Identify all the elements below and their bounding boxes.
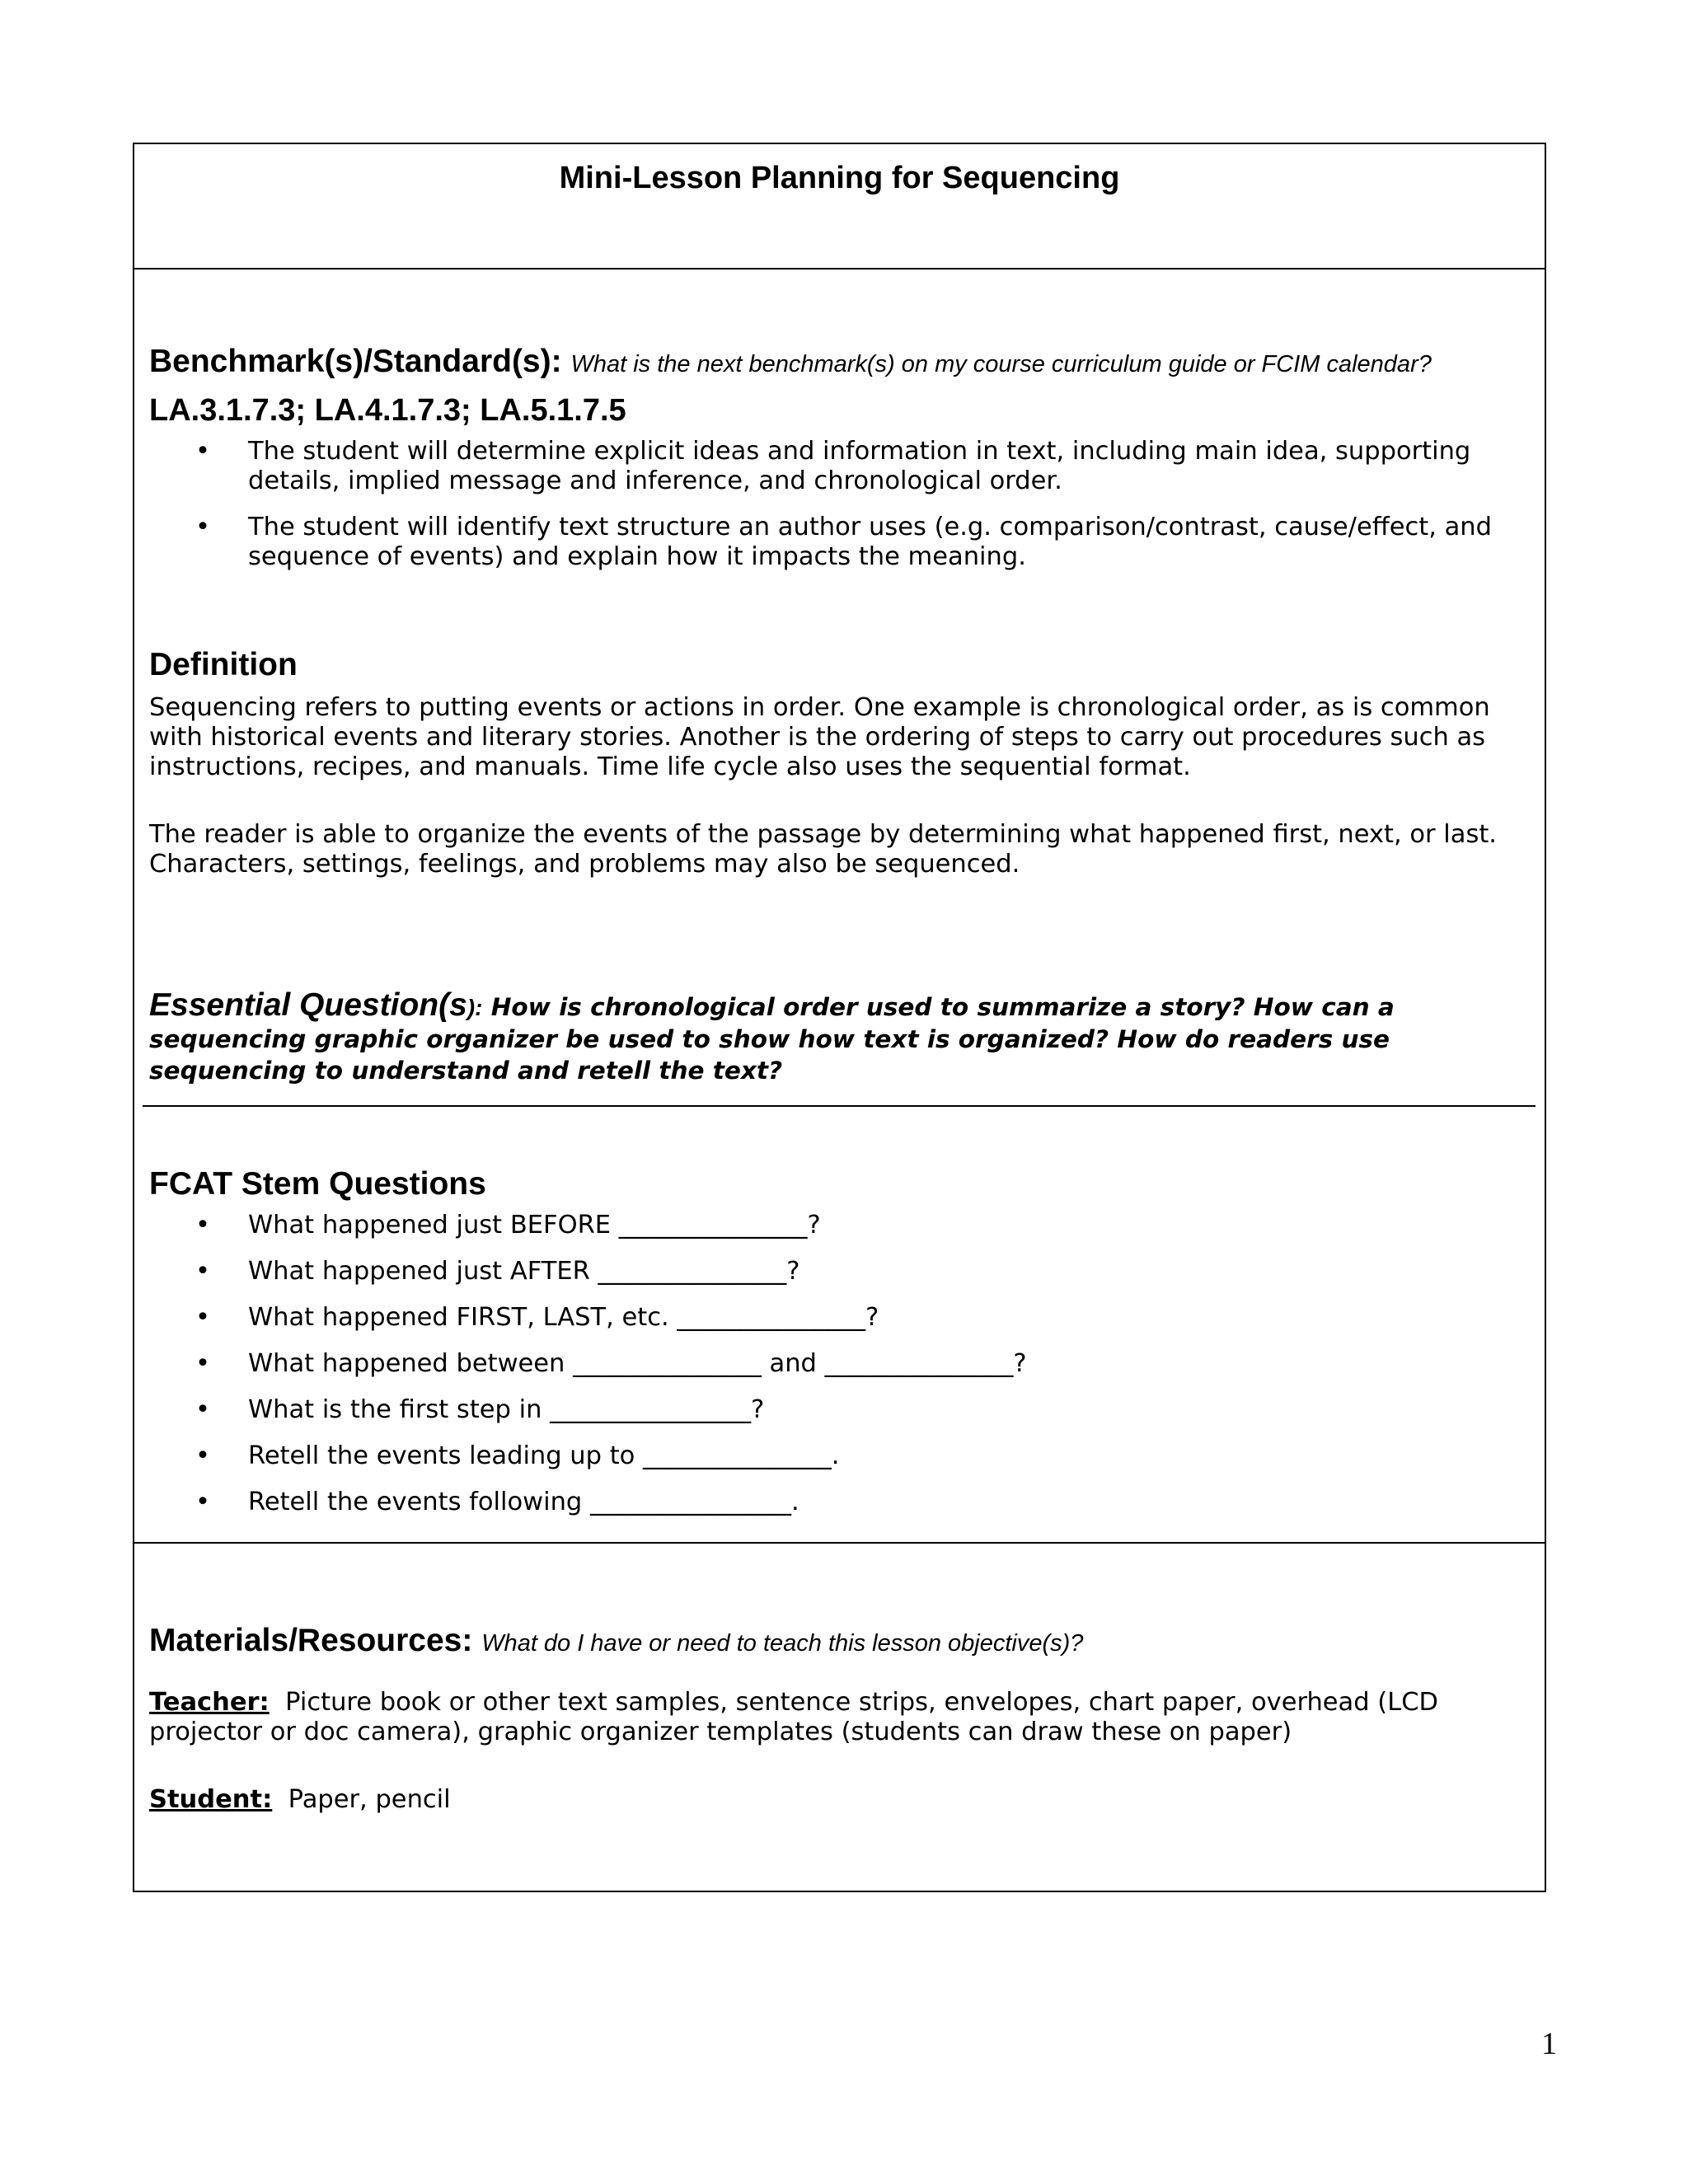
teacher-label: Teacher: bbox=[149, 1688, 270, 1717]
essential-question-heading-end: ): bbox=[467, 995, 483, 1020]
materials-heading: Materials/Resources: bbox=[149, 1623, 473, 1658]
student-text: Paper, pencil bbox=[288, 1785, 451, 1814]
section-divider bbox=[134, 1542, 1545, 1544]
page-title: Mini-Lesson Planning for Sequencing bbox=[559, 161, 1120, 195]
fcat-item: • What happened just AFTER _______________? bbox=[149, 1257, 1526, 1286]
benchmark-item: • The student will identify text structure an author uses (e.g. comparison/contrast, cause/effect, and sequence of events) and explain how it impacts the meaning. bbox=[149, 513, 1526, 572]
teacher-text: Picture book or other text samples, sentence strips, envelopes, chart paper, overhead (LCD projector or doc camera), graphic organizer templates (students can draw these on paper) bbox=[149, 1688, 1438, 1746]
fcat-section bbox=[149, 1165, 1526, 1517]
benchmark-list bbox=[149, 437, 1526, 572]
definition-paragraph: The reader is able to organize the events of the passage by determining what happened first, next, or last. Characters, settings, feelings, and problems may also be sequenced. bbox=[149, 820, 1497, 879]
fcat-heading: FCAT Stem Questions bbox=[149, 1166, 486, 1202]
fcat-list bbox=[149, 1211, 1526, 1517]
fcat-item: • What is the first step in ________________? bbox=[149, 1395, 1526, 1425]
essential-question-heading: Essential Question(s bbox=[149, 987, 467, 1023]
materials-heading-line bbox=[149, 1621, 1526, 1663]
essential-question-underline bbox=[143, 1105, 1536, 1107]
benchmark-prompt: What is the next benchmark(s) on my course curriculum guide or FCIM calendar? bbox=[570, 351, 1432, 377]
definition-heading: Definition bbox=[149, 647, 298, 682]
essential-question-block bbox=[149, 987, 1526, 1086]
lesson-plan-table bbox=[133, 143, 1546, 1892]
fcat-item: • Retell the events following ________________. bbox=[149, 1488, 1526, 1517]
fcat-item: • What happened just BEFORE _______________? bbox=[149, 1211, 1526, 1240]
materials-prompt: What do I have or need to teach this lesson objective(s)? bbox=[481, 1630, 1084, 1657]
benchmark-heading-line bbox=[149, 342, 1526, 384]
benchmark-heading: Benchmark(s)/Standard(s): bbox=[149, 344, 562, 379]
definition-paragraph: Sequencing refers to putting events or actions in order. One example is chronological order, as is common with historical events and literary stories. Another is the ordering of steps to carry out procedures such as instructions, recipes, and manuals. Time life cycle also uses the sequential format. bbox=[149, 693, 1490, 781]
page-number: 1 bbox=[1541, 2027, 1557, 2061]
teacher-materials bbox=[149, 1688, 1526, 1747]
benchmark-item: • The student will determine explicit ideas and information in text, including main idea, supporting details, implied message and inference, and chronological order. bbox=[149, 437, 1526, 496]
definition-section bbox=[149, 645, 1526, 879]
student-materials bbox=[149, 1785, 1526, 1815]
essential-question-section bbox=[149, 987, 1526, 1086]
benchmark-codes: LA.3.1.7.3; LA.4.1.7.3; LA.5.1.7.5 bbox=[149, 393, 626, 428]
materials-section bbox=[149, 1621, 1526, 1815]
title-row bbox=[134, 144, 1545, 269]
student-label: Student: bbox=[149, 1785, 273, 1814]
benchmark-section bbox=[149, 342, 1526, 572]
fcat-item: • What happened FIRST, LAST, etc. _______________? bbox=[149, 1303, 1526, 1333]
fcat-item: • What happened between _______________ and _______________? bbox=[149, 1349, 1526, 1379]
essential-question-text: How is chronological order used to summarize a story? How can a sequencing graphic organizer be used to show how text is organized? How do readers use sequencing to understand and retell the text? bbox=[149, 993, 1395, 1085]
fcat-item: • Retell the events leading up to _______________. bbox=[149, 1441, 1526, 1471]
